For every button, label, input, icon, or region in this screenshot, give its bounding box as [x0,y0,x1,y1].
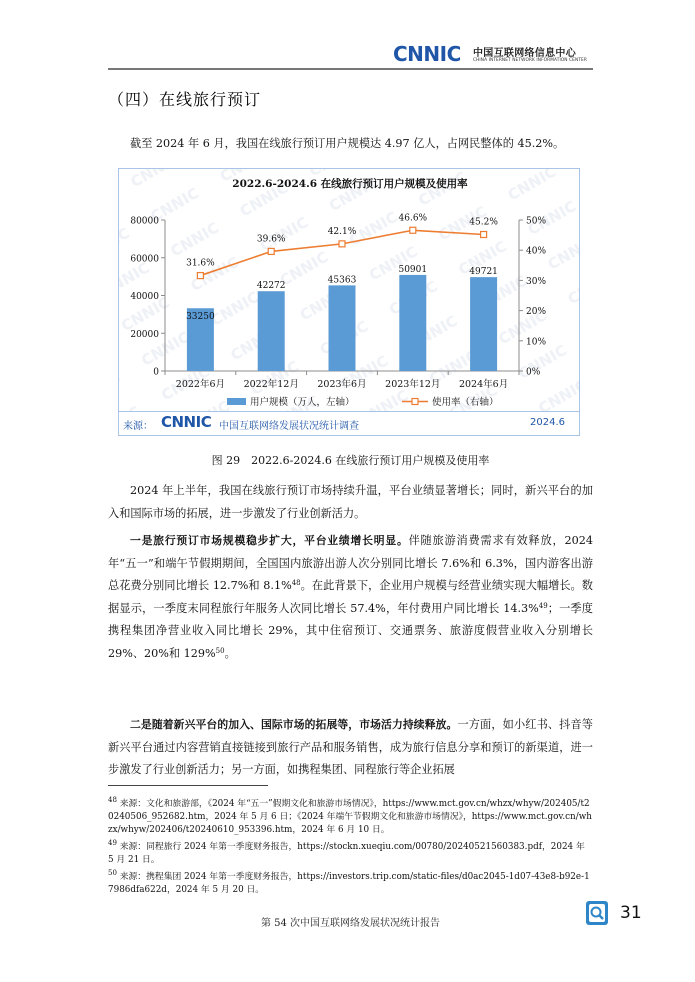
page-number: 31 [620,903,642,923]
intro-paragraph: 截至 2024 年 6 月，我国在线旅行预订用户规模达 4.97 亿人，占网民整体的 45.2%。 [130,137,565,150]
chart-svg [119,169,580,413]
footnote-ref-48[interactable]: 48 [291,579,301,587]
report-badge-icon [585,900,609,926]
usage-rate-marker [481,231,487,237]
legend-line-label: 使用率（右轴） [432,397,499,408]
x-axis-category-label: 2024年6月 [458,379,509,390]
logo-english-name: CHINA INTERNET NETWORK INFORMATION CENTER [473,58,587,63]
paragraph-3-lead: 二是随着新兴平台的加入、国际市场的拓展等，市场活力持续释放。 [130,718,458,731]
footnote-ref-49[interactable]: 49 [538,601,548,610]
usage-rate-label: 45.2% [469,217,498,228]
paragraph-3-text: 一方面，如小红书、抖音等新兴平台通过内容营销直接链接到旅行产品和服务销售，成为旅行信息分享和预订的新渠道，进一步激发了行业创新活力；另一方面，如携程集团、同程旅行等企业拓展 [108,718,593,776]
bar-value-label: 45363 [327,275,357,286]
cnnic-logo-word: CNNIC [393,42,461,66]
footnote-ref-50[interactable]: 50 [215,646,225,655]
bar-user-scale [399,275,426,371]
bar-value-label: 33250 [186,312,215,323]
usage-rate-label: 31.6% [186,258,215,269]
chart-source-bar [119,411,579,435]
paragraph-1: 2024 年上半年，我国在线旅行预订市场持续升温，平台业绩显著增长；同时，新兴平台的加入和国际市场的拓展，进一步激发了行业创新活力。 [108,484,593,520]
footnote-49 [108,841,593,867]
right-axis-tick-label: 40% [526,246,547,257]
footnote-50-number: 50 [108,869,117,877]
left-axis-tick-label: 60000 [130,254,159,265]
legend-bar-label: 用户规模（万人，左轴） [250,397,355,408]
bar-user-scale [329,285,356,371]
section-title: （四）在线旅行预订 [108,90,262,109]
usage-rate-marker [268,248,274,254]
paragraph-2-text-a: 伴随旅游消费需求有效释放，2024 年“五一”和端午节假期期间，全国国内旅游出游人次分别同比增长 7.6%和 6.3%，国内游客出游总花费分别同比增长 12.7%和 8.1% [108,534,593,592]
left-axis-tick-label: 20000 [130,329,159,340]
legend-bar-swatch [227,398,246,405]
footnote-49-number: 49 [108,839,117,847]
source-label: 来源： [123,421,153,432]
paragraph-3 [108,714,593,782]
usage-rate-label: 46.6% [398,213,428,224]
footnote-48-text: 来源：文化和旅游部，《2024 年“五一”假期文化和旅游市场情况》，https://www.mct.gov.cn/whzx/whyw/202405/t20240506_952682.htm，2024 年 5 月 6 日；《2024 年端午节假期文化和旅游市场情况》，https://www.mct.gov.cn/whzx/whyw/202406/t20240610_953396.htm，2024 年 6 月 10 日。 [108,799,592,835]
paragraph-2-text-d: 。 [224,646,236,660]
header-divider [108,68,593,70]
footnote-48 [108,798,593,837]
footnote-49-text: 来源：同程旅行 2024 年第一季度财务报告，https://stockn.xueqiu.com/00780/20240521560383.pdf，2024 年 5 月 21 日。 [108,842,585,865]
x-axis-category-label: 2022年6月 [175,379,226,390]
footnote-divider [108,785,268,786]
chart-title: 2022.6-2024.6 在线旅行预订用户规模及使用率 [232,178,468,190]
x-axis-category-label: 2023年12月 [385,379,441,390]
usage-rate-marker [339,241,345,247]
usage-rate-marker [410,227,416,233]
source-logo: CNNIC [161,413,212,431]
bar-user-scale [470,277,497,371]
header-logo [393,42,593,68]
footnote-48-number: 48 [108,796,117,804]
chart-figure [118,168,580,436]
paragraph-2-text-b: 。在此背景下，企业用户规模与经营业绩实现大幅增长。数据显示，一季度末同程旅行年服务人次同比增长 57.4%，年付费用户同比增长 14.3% [108,579,593,615]
right-axis-tick-label: 0% [526,367,541,378]
report-title-footer: 第 54 次中国互联网络发展状况统计报告 [260,918,441,929]
figure-caption: 图 29 2022.6-2024.6 在线旅行预订用户规模及使用率 [211,454,490,467]
bar-value-label: 50901 [398,264,428,275]
right-axis-tick-label: 50% [526,216,547,227]
x-axis-category-label: 2023年6月 [317,379,367,390]
bar-value-label: 49721 [469,267,498,278]
paragraph-2 [108,530,593,665]
left-axis-tick-label: 0 [153,367,159,378]
logo-chinese-name: 中国互联网络信息中心 [473,48,576,59]
left-axis-tick-label: 80000 [130,216,159,227]
x-axis-category-label: 2022年12月 [243,379,299,390]
source-date: 2024.6 [530,417,565,428]
usage-rate-label: 42.1% [327,226,357,237]
paragraph-2-lead: 一是旅行预订市场规模稳步扩大，平台业绩增长明显。 [130,534,409,547]
right-axis-tick-label: 30% [526,276,547,287]
left-axis-tick-label: 40000 [130,292,159,302]
right-axis-tick-label: 10% [526,337,547,348]
paragraph-2-text-c: ；一季度携程集团净营业收入同比增长 29%，其中住宿预订、交通票务、旅游度假营业收入分别增长 29%、20%和 129% [108,601,593,660]
bar-user-scale [258,291,285,371]
usage-rate-label: 39.6% [256,234,286,245]
bar-value-label: 42272 [256,281,286,292]
right-axis-tick-label: 20% [526,307,547,318]
footnote-50 [108,871,593,897]
legend-line-marker [412,399,418,405]
source-text: 中国互联网络发展状况统计调查 [219,421,359,432]
footnote-50-text: 来源：携程集团 2024 年第一季度财务报告，https://investors.trip.com/static-files/d0ac2045-1d07-43e8-b92e-17986dfa622d，2024 年 5 月 20 日。 [108,872,590,895]
usage-rate-marker [197,273,203,279]
